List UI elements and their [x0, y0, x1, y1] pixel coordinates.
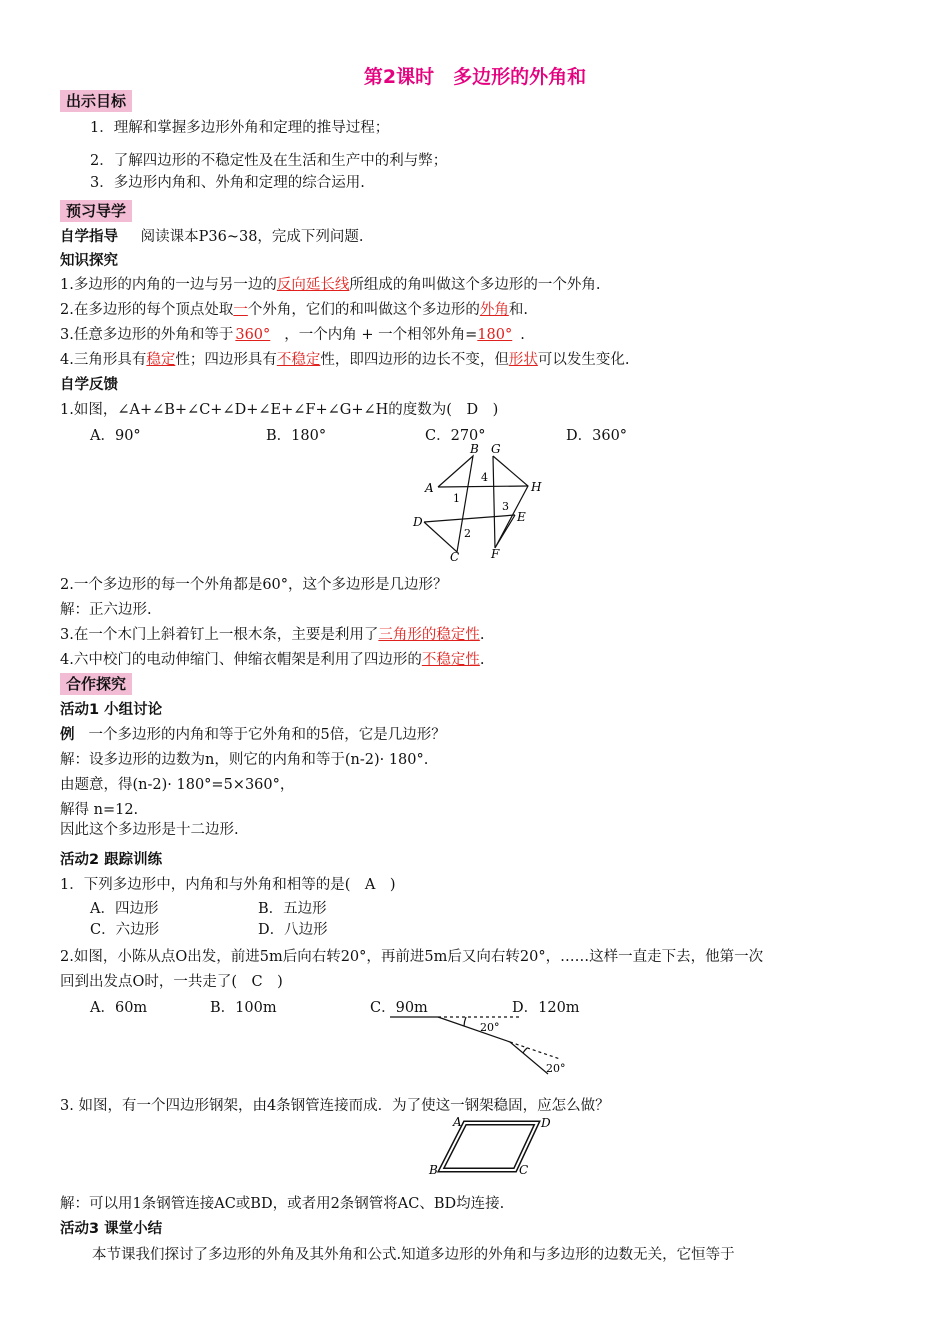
training-q3-answer: 解：可以用1条钢管连接AC或BD，或者用2条钢管将AC、BD均连接. — [60, 1196, 505, 1212]
figure-walking-path — [380, 1012, 580, 1082]
point-label-b: B — [470, 442, 479, 456]
angle-label-2: 2 — [464, 527, 471, 540]
feedback-q1-option-b: B．180° — [266, 428, 327, 444]
knowledge-item-4 — [60, 350, 629, 370]
k1-text-post: 所组成的角叫做这个多边形的一个外角. — [349, 277, 601, 293]
goal-item-2: 2．了解四边形的不稳定性及在生活和生产中的利与弊； — [90, 153, 448, 169]
point-label-c: C — [450, 550, 460, 564]
point-label-a: A — [425, 481, 434, 495]
f4-text-post: . — [479, 652, 485, 668]
f3-text-post: . — [479, 627, 485, 643]
k4-text-mid-2: 性，即四边形的边长不变，但 — [320, 352, 509, 368]
training-q1: 1．下列多边形中，内角和与外角和相等的是( A ) — [60, 877, 396, 893]
k3-text-mid: ，一个内角 + 一个相邻外角= — [284, 327, 478, 343]
guide-label: 自学指导 — [60, 229, 118, 245]
k4-answer-2: 不稳定 — [276, 352, 321, 368]
training-q3: 3. 如图，有一个四边形钢架，由4条钢管连接而成．为了使这一钢架稳固，应怎么做？ — [60, 1098, 610, 1114]
training-q2-option-b: B．100m — [210, 1000, 277, 1016]
feedback-q1-option-d: D．360° — [566, 428, 628, 444]
guide-line — [60, 227, 364, 247]
k3-text-post: . — [520, 327, 525, 343]
point-label-g: G — [491, 442, 501, 456]
example-question — [60, 725, 446, 745]
summary-text: 本节课我们探讨了多边形的外角及其外角和公式.知道多边形的外角和与多边形的边数无关，它恒等于 — [92, 1247, 735, 1263]
k1-answer: 反向延长线 — [276, 277, 350, 293]
figure-steel-frame — [425, 1112, 551, 1180]
activity-1-label: 活动1 小组讨论 — [60, 702, 163, 718]
solution-line-4: 因此这个多边形是十二边形. — [60, 822, 239, 838]
page-title: 第2课时 多边形的外角和 — [363, 66, 587, 88]
turn-angle-label-1: 20° — [480, 1021, 500, 1034]
frame-label-d: D — [541, 1116, 551, 1130]
k2-answer-1: 一 — [233, 302, 248, 318]
activity-3-label: 活动3 课堂小结 — [60, 1221, 163, 1237]
k3-answer-2: 180° — [477, 327, 513, 343]
k2-text-pre: 2.在多边形的每个顶点处取 — [60, 302, 234, 318]
frame-label-b: B — [429, 1163, 438, 1177]
point-label-e: E — [517, 510, 526, 524]
frame-label-a: A — [453, 1115, 462, 1129]
k3-text-pre: 3.任意多边形的外角和等于 — [60, 327, 234, 343]
training-q2-option-c: C．90m — [370, 1000, 428, 1016]
feedback-q1-option-a: A．90° — [90, 428, 141, 444]
k4-text-post: 可以发生变化. — [537, 352, 630, 368]
f4-answer: 不稳定性 — [421, 652, 480, 668]
feedback-q3 — [60, 625, 484, 645]
point-label-f: F — [491, 547, 500, 561]
goal-item-3: 3．多边形内角和、外角和定理的综合运用. — [90, 175, 365, 191]
k2-text-post: 和. — [508, 302, 528, 318]
solution-line-3: 解得 n=12. — [60, 802, 139, 818]
k3-answer-1: 360° — [235, 327, 271, 343]
solution-line-1: 解：设多边形的边数为n，则它的内角和等于(n-2)· 180°. — [60, 752, 429, 768]
example-label: 例 — [60, 727, 75, 743]
k1-text-pre: 1.多边形的内角的一边与另一边的 — [60, 277, 277, 293]
training-q2-line-1: 2.如图，小陈从点O出发，前进5m后向右转20°，再前进5m后又向右转20°，……这样一直走下去，他第一次 — [60, 949, 764, 965]
knowledge-item-1 — [60, 275, 600, 295]
feedback-q4 — [60, 650, 484, 670]
k2-text-mid: 个外角，它们的和叫做这个多边形的 — [247, 302, 480, 318]
section-badge-goals: 出示目标 — [60, 90, 132, 112]
point-label-d: D — [413, 515, 423, 529]
knowledge-item-2 — [60, 300, 528, 320]
angle-label-4: 4 — [481, 471, 488, 484]
angle-label-3: 3 — [502, 500, 509, 513]
training-q2-option-d: D．120m — [512, 1000, 580, 1016]
feedback-q1-option-c: C．270° — [425, 428, 486, 444]
training-q1-option-c: C．六边形 — [90, 922, 160, 938]
training-q1-option-b: B．五边形 — [258, 901, 327, 917]
frame-label-c: C — [519, 1163, 529, 1177]
k4-text-pre: 4.三角形具有 — [60, 352, 147, 368]
f4-text-pre: 4.六中校门的电动伸缩门、伸缩衣帽架是利用了四边形的 — [60, 652, 422, 668]
solution-line-2: 由题意，得(n-2)· 180°=5×360°， — [60, 777, 295, 793]
angle-label-1: 1 — [453, 492, 460, 505]
k2-answer-2: 外角 — [479, 302, 509, 318]
knowledge-item-3 — [60, 325, 525, 345]
explore-label: 知识探究 — [60, 253, 118, 269]
goal-item-1: 1．理解和掌握多边形外角和定理的推导过程； — [90, 120, 390, 136]
f3-answer: 三角形的稳定性 — [378, 627, 480, 643]
feedback-q2-answer: 解：正六边形. — [60, 602, 152, 618]
turn-angle-label-2: 20° — [546, 1062, 566, 1075]
feedback-label: 自学反馈 — [60, 377, 118, 393]
training-q1-option-a: A．四边形 — [90, 901, 159, 917]
feedback-q2: 2.一个多边形的每一个外角都是60°，这个多边形是几边形？ — [60, 577, 448, 593]
figure-angles-diagram — [400, 440, 560, 565]
training-q1-option-d: D．八边形 — [258, 922, 328, 938]
section-badge-preview: 预习导学 — [60, 200, 132, 222]
training-q2-option-a: A．60m — [90, 1000, 148, 1016]
activity-2-label: 活动2 跟踪训练 — [60, 852, 163, 868]
feedback-q1: 1.如图，∠A+∠B+∠C+∠D+∠E+∠F+∠G+∠H的度数为( D ) — [60, 402, 499, 418]
k4-answer-1: 稳定 — [146, 352, 176, 368]
f3-text-pre: 3.在一个木门上斜着钉上一根木条，主要是利用了 — [60, 627, 379, 643]
k4-answer-3: 形状 — [508, 352, 538, 368]
guide-text: 阅读课本P36~38，完成下列问题. — [140, 229, 364, 245]
training-q2-line-2: 回到出发点O时，一共走了( C ) — [60, 974, 283, 990]
point-label-h: H — [531, 480, 542, 494]
example-text: 一个多边形的内角和等于它外角和的5倍，它是几边形？ — [88, 727, 446, 743]
section-badge-cooperate: 合作探究 — [60, 673, 132, 695]
k4-text-mid-1: 性；四边形具有 — [175, 352, 277, 368]
